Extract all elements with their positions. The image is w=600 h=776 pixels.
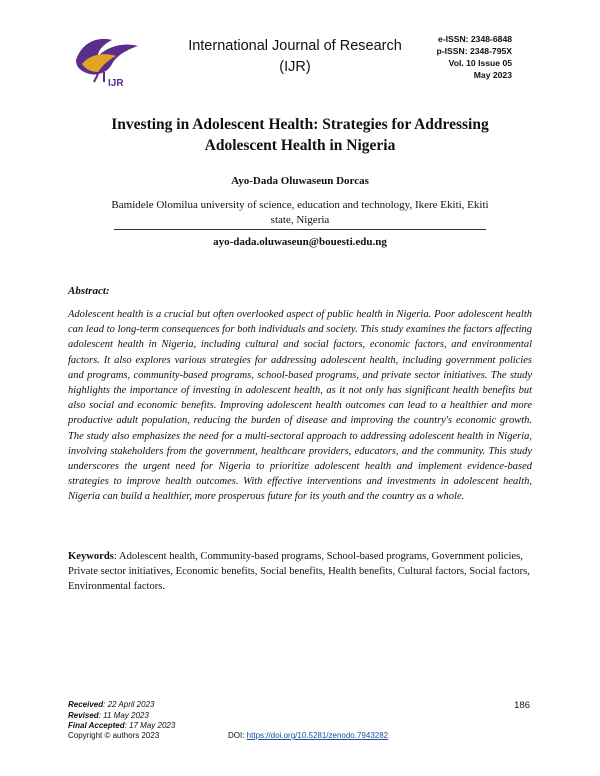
journal-name-line2: (IJR) [279, 59, 311, 75]
keywords-list: : Adolescent health, Community-based programs, School-based programs, Government policies, Private sector initiatives, Economic benefits, Social benefits, Health benefits, Cultural factors, Social factors, Environmental factors. [68, 551, 530, 593]
author-affiliation: Bamidele Olomilua university of science, education and technology, Ikere Ekiti, Ekiti state, Nigeria [111, 199, 489, 226]
doi-link[interactable]: https://doi.org/10.5281/zenodo.7943282 [246, 731, 389, 740]
page-number: 186 [514, 700, 530, 711]
author-name: Ayo-Dada Oluwaseun Dorcas [231, 175, 369, 187]
doi [228, 731, 388, 740]
volume-issue: Vol. 10 Issue 05 [448, 58, 512, 68]
divider [114, 229, 486, 230]
logo-text: IJR [108, 78, 124, 88]
journal-name [160, 36, 430, 78]
journal-logo [68, 30, 146, 88]
doi-label: DOI: [228, 731, 247, 740]
author-email: ayo-dada.oluwaseun@bouesti.edu.ng [213, 236, 387, 248]
received-date: Received: 22 April 2023 [68, 700, 155, 709]
keywords-label: Keywords [68, 551, 114, 562]
keywords [68, 549, 532, 595]
abstract-text: Adolescent health is a crucial but often overlooked aspect of public health in Nigeria. Poor adolescent health can lead to long-term consequences for both individuals and society. This study examines the factors affecting adolescent health in Nigeria, including cultural and social factors, economic factors, and environmental factors. It also explores various strategies for addressing adolescent health, including government policies and programs, community-based programs, school-based programs, and private sector initiatives. The study highlights the importance of investing in adolescent health, as it not only has significant health benefits but also social and economic benefits. Improving adolescent health outcomes can lead to a healthier and more productive adult population, reducing the burden of disease and improving the country's economic growth. The study also emphasizes the need for a multi-sectoral approach to addressing adolescent health in Nigeria, involving stakeholders from the government, healthcare providers, educators, and the community. This study underscores the urgent need for Nigeria to prioritize adolescent health and implement evidence-based strategies to improve health outcomes. With effective interventions and investments in adolescent health, Nigeria can build a healthier, more prosperous future for its youth and the country as a whole. [68, 309, 532, 503]
e-issn: e-ISSN: 2348-6848 [437, 34, 512, 44]
issn-block [437, 33, 512, 81]
revised-date: Revised: 11 May 2023 [68, 710, 149, 720]
accepted-date: Final Accepted: 17 May 2023 [68, 721, 176, 730]
p-issn: p-ISSN: 2348-795X [436, 46, 512, 56]
abstract-heading: Abstract: [68, 285, 110, 297]
copyright: Copyright © authors 2023 [68, 731, 160, 740]
article-title: Investing in Adolescent Health: Strategies for Addressing Adolescent Health in Nigeria [111, 116, 489, 154]
journal-name-line1: International Journal of Research [188, 38, 402, 54]
issue-date: May 2023 [473, 70, 512, 80]
submission-dates [68, 700, 175, 732]
